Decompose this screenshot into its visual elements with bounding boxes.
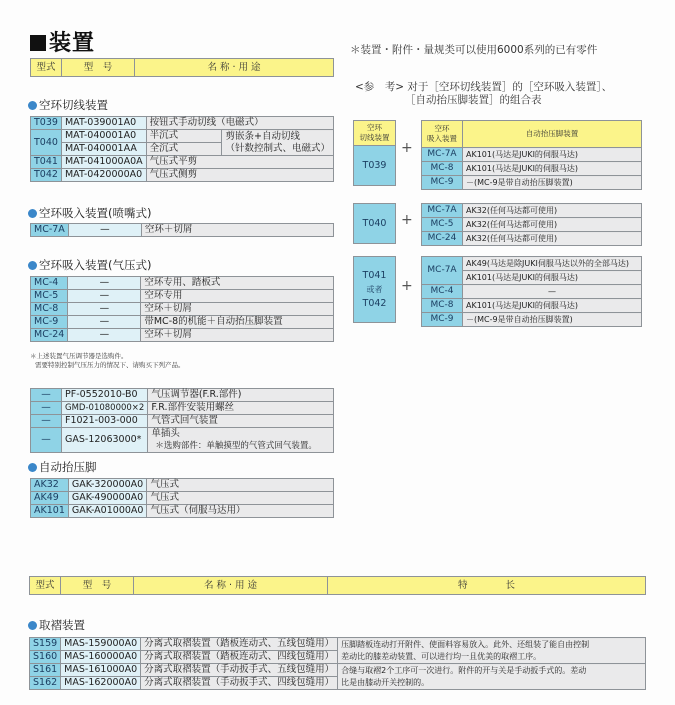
section-title-suction-pneumatic: 空环吸入装置(气压式)	[28, 257, 151, 273]
table-row: T039 MAT-039001A0 按钮式手动切线（电磁式）	[31, 117, 334, 130]
ref-trimmer-T040: T040	[353, 203, 396, 244]
table-row: S161 MAS-161000A0 分离式取褶装置（手动扳手式、五线包缝用） 合缝与取褶2个工序可一次进行。附件的开与关是手动扳手式的。差动 比是由膝动开关控制的。	[30, 664, 646, 677]
table-row: — GMD-01080000×2 F.R.部件安装用螺丝	[31, 402, 334, 415]
suction-pneumatic-table	[30, 276, 334, 342]
ref-trimmer-T039: T039	[353, 145, 396, 186]
table-row: — F1021-003-000 气管式回气装置	[31, 415, 334, 428]
table-row: S159 MAS-159000A0 分离式取褶装置（踏板连动式、五线包缝用） 压脚踏板连动打开附件、使面料容易放入。此外、还组装了能自由控制 差动比的膝差动装置、可以进行均一且优美的取褶工序。	[30, 638, 646, 651]
table-row: MC-8 AK101(马达是JUKI的伺服马达)	[422, 162, 642, 176]
square-bullet-icon	[30, 35, 46, 51]
table-row: MC-7A AK101(马达是JUKI的伺服马达)	[422, 148, 642, 162]
table-row: MC-8 — 空环＋切屑	[31, 303, 334, 316]
table-row: MC-9 — 带MC-8的机能＋自动抬压脚装置	[31, 316, 334, 329]
table-row: AK101(马达是JUKI的伺服马达)	[422, 271, 642, 285]
page-title: 装置	[30, 26, 95, 57]
table-row: MAT-040001AA 全沉式	[31, 143, 334, 156]
regulator-parts-table	[30, 388, 334, 453]
header-name: 名 称 · 用 途	[135, 59, 334, 77]
table-row: AK32 GAK-320000A0 气压式	[31, 479, 334, 492]
table-row: MC-24 AK32(任何马达都可使用)	[422, 232, 642, 246]
table-row: S160 MAS-160000A0 分离式取褶装置（踏板连动式、四线包缝用）	[30, 651, 646, 664]
suction-nozzle-table	[30, 223, 334, 237]
bullet-icon	[28, 261, 37, 270]
header-type: 型式	[31, 59, 62, 77]
plus-icon: +	[401, 140, 413, 156]
table-row: T042 MAT-0420000A0 气压式侧剪	[31, 169, 334, 182]
section-title-shirring: 取褶装置	[28, 617, 85, 633]
table-row: — GAS-12063000* 单插头 ＊选购部件：单触摸型的气管式回气装置。	[31, 428, 334, 453]
table-row: MC-7A — 空环＋切屑	[31, 224, 334, 237]
ref-trimmer-T041-T042: T041 或者 T042	[353, 256, 396, 323]
section-title-suction-nozzle: 空环吸入装置(喷嘴式)	[28, 205, 151, 221]
bullet-icon	[28, 621, 37, 630]
table-row: MC-24 — 空环＋切屑	[31, 329, 334, 342]
table-row: S162 MAS-162000A0 分离式取褶装置（手动扳手式、四线包缝用）	[30, 677, 646, 690]
auto-lifter-table	[30, 478, 334, 518]
plus-icon: +	[401, 212, 413, 228]
table-row: MC-8 AK101(马达是JUKI的伺服马达)	[422, 299, 642, 313]
bullet-icon	[28, 101, 37, 110]
shirring-table	[29, 637, 646, 690]
table-row: T041 MAT-041000A0A 气压式平剪	[31, 156, 334, 169]
header-bar-wide: 型式 型 号 名 称 · 用 途 特 长	[29, 576, 646, 595]
section-title-thread-trimmer: 空环切线装置	[28, 97, 108, 113]
table-row: MC-5 AK32(任何马达都可使用)	[422, 218, 642, 232]
ref-table-group2	[421, 203, 642, 246]
reference-caption: <参 考> 对于［空环切线装置］的［空环吸入装置］、 ［自动抬压脚装置］的组合表	[355, 81, 613, 106]
section-title-auto-lifter: 自动抬压脚	[28, 459, 97, 475]
table-row: AK101 GAK-A01000A0 气压式（伺服马达用）	[31, 505, 334, 518]
table-row: MC-7A AK32(任何马达都可使用)	[422, 204, 642, 218]
table-row: — PF-0552010-B0 气压调节器(F.R.部件)	[31, 389, 334, 402]
ref-header-trimmer: 空环 切线装置	[353, 120, 396, 146]
table-row: MC-4 — 空环专用、踏板式	[31, 277, 334, 290]
ref-table-group3	[421, 256, 642, 327]
table-row: MC-9 －(MC-9是带自动抬压脚装置)	[422, 176, 642, 190]
table-row: MC-7A AK49(马达是除JUKI伺服马达以外的全部马达)	[422, 257, 642, 271]
ref-table-group1: 空环 吸入装置 自动抬压脚装置 MC-7A AK101(马达是JUKI的伺服马达) MC-8 AK101(马达是JUKI的伺服马达) MC-9 －(MC-9是带自动抬压脚装置)	[421, 120, 642, 190]
table-row: T040 MAT-040001A0 半沉式 剪嵌条+自动切线 （针数控制式、电磁式）	[31, 130, 334, 143]
bullet-icon	[28, 463, 37, 472]
table-row: MC-9 －(MC-9是带自动抬压脚装置)	[422, 313, 642, 327]
table-row: MC-5 — 空环专用	[31, 290, 334, 303]
plus-icon: +	[401, 278, 413, 294]
bullet-icon	[28, 209, 37, 218]
header-bar	[30, 58, 334, 77]
thread-trimmer-table	[30, 116, 334, 182]
regulator-note: ＊上述装置气压调节器是选购件。 需要特别控制气压压力的情况下、请购买下列产品。	[30, 352, 185, 369]
table-row: MC-4 —	[422, 285, 642, 299]
header-model: 型 号	[62, 59, 135, 77]
compatibility-note: ＊装置・附件・量规类可以使用6000系列的已有零件	[350, 44, 598, 56]
table-row: AK49 GAK-490000A0 气压式	[31, 492, 334, 505]
